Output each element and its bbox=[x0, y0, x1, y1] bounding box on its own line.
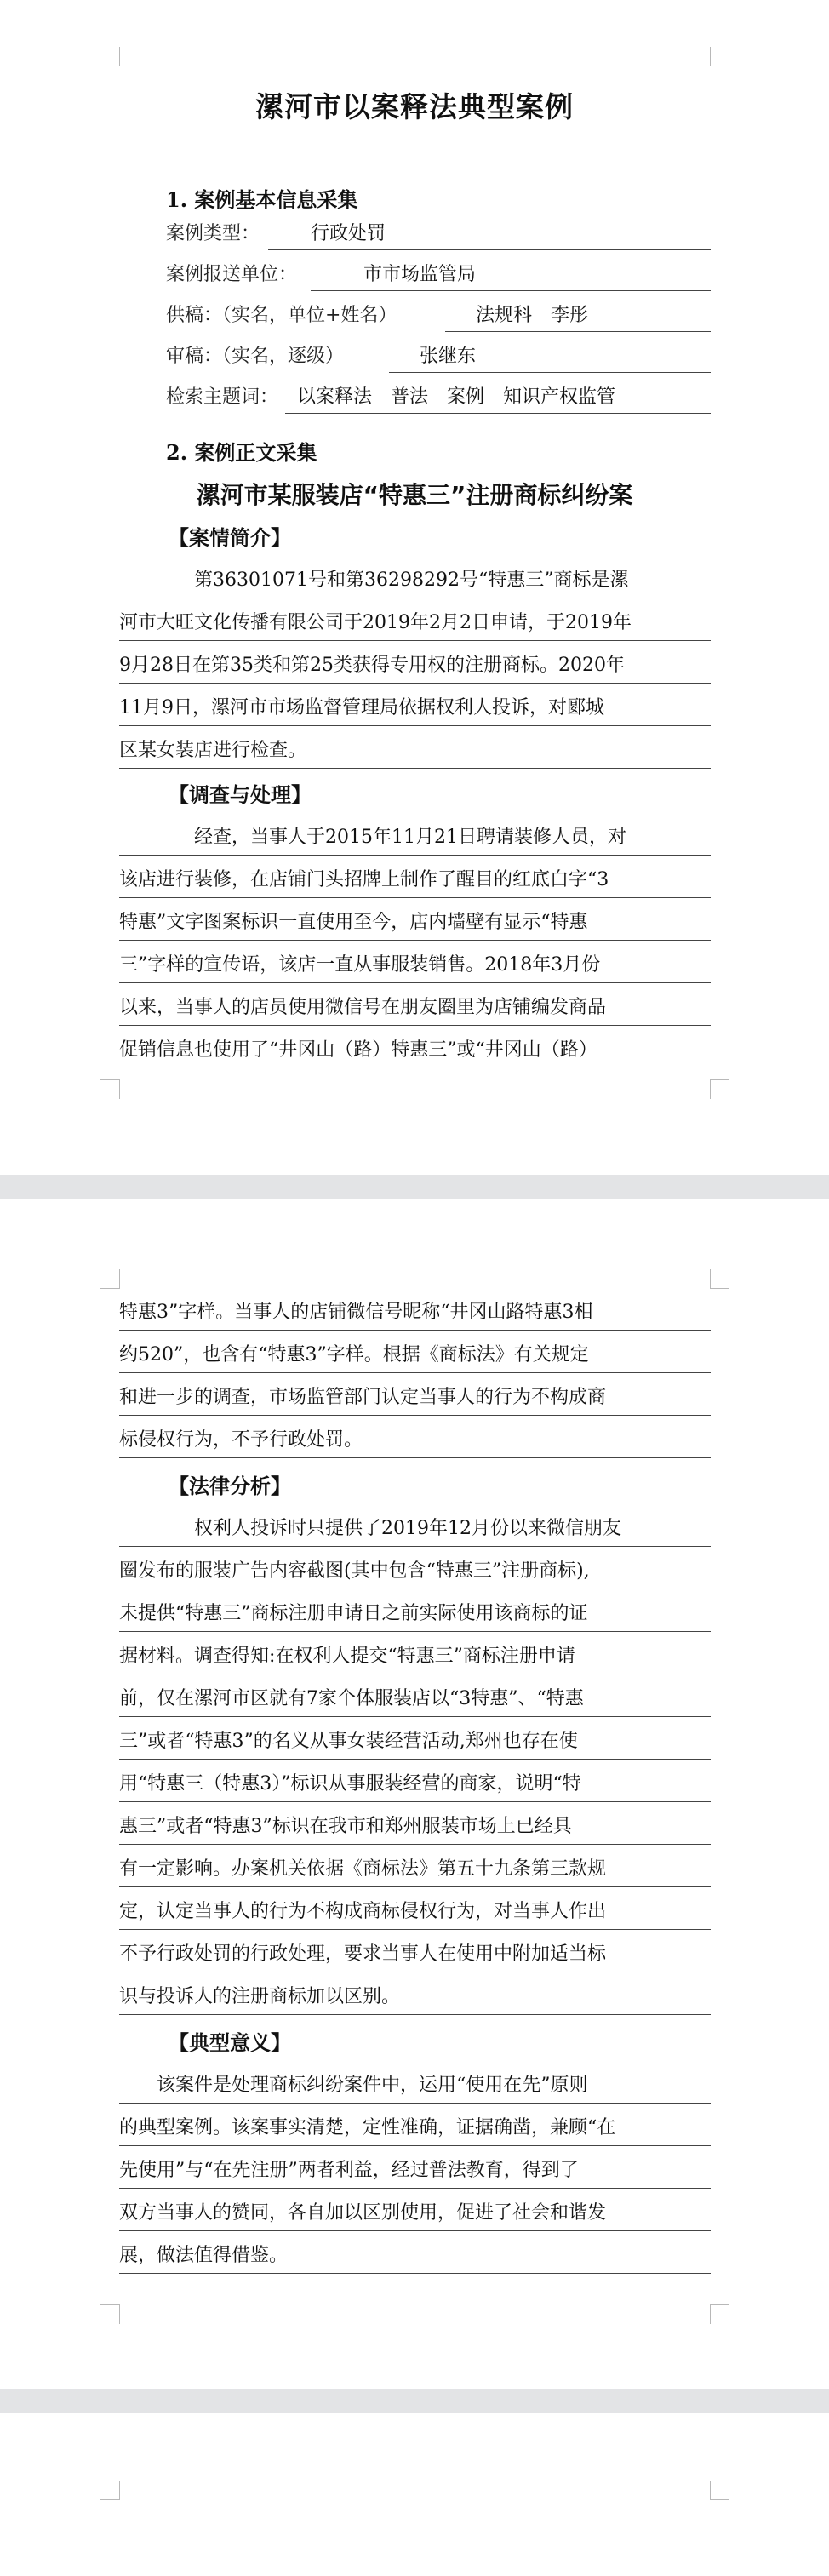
text-line: 该案件是处理商标纠纷案件中，运用“使用在先”原则 bbox=[119, 2060, 711, 2104]
field-label: 案例类型： bbox=[166, 223, 260, 244]
field-value: 行政处罚 bbox=[311, 223, 386, 244]
field-keywords bbox=[166, 383, 711, 414]
text-line: 定，认定当事人的行为不构成商标侵权行为，对当事人作出 bbox=[119, 1886, 711, 1930]
legal-heading: 【法律分析】 bbox=[169, 1474, 291, 1498]
text-line: 三”或者“特惠3”的名义从事女装经营活动,郑州也存在使 bbox=[119, 1716, 711, 1760]
section-1-heading: 1. 案例基本信息采集 bbox=[166, 187, 358, 212]
section-2-heading: 2. 案例正文采集 bbox=[166, 440, 317, 465]
field-case-type bbox=[166, 220, 711, 250]
text-line: 不予行政处罚的行政处理，要求当事人在使用中附加适当标 bbox=[119, 1929, 711, 1972]
field-value: 市市场监管局 bbox=[363, 264, 477, 285]
text-line: 约520”，也含有“特惠3”字样。根据《商标法》有关规定 bbox=[119, 1330, 711, 1373]
investigation-heading: 【调查与处理】 bbox=[169, 782, 312, 807]
crop-mark bbox=[710, 2481, 729, 2500]
text-line: 识与投诉人的注册商标加以区别。 bbox=[119, 1972, 711, 2015]
text-line: 有一定影响。办案机关依据《商标法》第五十九条第三款规 bbox=[119, 1844, 711, 1887]
document-title: 漯河市以案释法典型案例 bbox=[255, 90, 574, 123]
text-line: 11月9日，漯河市市场监督管理局依据权利人投诉，对郾城 bbox=[119, 683, 711, 726]
text-line: 用“特惠三（特惠3）”标识从事服装经营的商家，说明“特 bbox=[119, 1759, 711, 1802]
text-line: 标侵权行为，不予行政处罚。 bbox=[119, 1415, 711, 1458]
text-line: 双方当事人的赞同，各自加以区别使用，促进了社会和谐发 bbox=[119, 2188, 711, 2231]
text-line: 展，做法值得借鉴。 bbox=[119, 2230, 711, 2274]
significance-heading: 【典型意义】 bbox=[169, 2030, 291, 2055]
crop-mark bbox=[100, 2304, 120, 2324]
field-value: 以案释法 普法 案例 知识产权监管 bbox=[297, 386, 616, 408]
text-line: 三”字样的宣传语，该店一直从事服装销售。2018年3月份 bbox=[119, 940, 711, 983]
text-line: 以来，当事人的店员使用微信号在朋友圈里为店铺编发商品 bbox=[119, 982, 711, 1026]
crop-mark bbox=[100, 2481, 120, 2500]
text-line: 该店进行装修，在店铺门头招牌上制作了醒目的红底白字“3 bbox=[119, 855, 711, 898]
text-line: 河市大旺文化传播有限公司于2019年2月2日申请，于2019年 bbox=[119, 598, 711, 641]
field-label: 案例报送单位： bbox=[166, 264, 298, 285]
crop-mark bbox=[710, 47, 729, 66]
page-gap bbox=[0, 2389, 829, 2413]
crop-mark bbox=[100, 47, 120, 66]
text-line: 第36301071号和第36298292号“特惠三”商标是漯 bbox=[119, 555, 711, 598]
text-line: 圈发布的服装广告内容截图(其中包含“特惠三”注册商标), bbox=[119, 1546, 711, 1589]
brief-heading: 【案情简介】 bbox=[169, 525, 291, 550]
text-line: 9月28日在第35类和第25类获得专用权的注册商标。2020年 bbox=[119, 640, 711, 684]
text-line: 先使用”与“在先注册”两者利益，经过普法教育，得到了 bbox=[119, 2145, 711, 2189]
field-reviewer bbox=[166, 342, 711, 373]
text-line: 权利人投诉时只提供了2019年12月份以来微信朋友 bbox=[119, 1503, 711, 1547]
case-title: 漯河市某服装店“特惠三”注册商标纠纷案 bbox=[196, 481, 633, 509]
field-label: 审稿：（实名，逐级） bbox=[166, 346, 345, 367]
text-line: 前，仅在漯河市区就有7家个体服装店以“3特惠”、“特惠 bbox=[119, 1674, 711, 1717]
text-line: 惠三”或者“特惠3”标识在我市和郑州服装市场上已经具 bbox=[119, 1801, 711, 1845]
crop-mark bbox=[710, 1269, 729, 1289]
field-label: 供稿：（实名，单位+姓名） bbox=[166, 305, 397, 326]
text-line: 特惠”文字图案标识一直使用至今，店内墙壁有显示“特惠 bbox=[119, 897, 711, 941]
text-line: 未提供“特惠三”商标注册申请日之前实际使用该商标的证 bbox=[119, 1589, 711, 1632]
text-line: 据材料。调查得知:在权利人提交“特惠三”商标注册申请 bbox=[119, 1631, 711, 1674]
crop-mark bbox=[710, 1079, 729, 1099]
text-line: 和进一步的调查，市场监管部门认定当事人的行为不构成商 bbox=[119, 1372, 711, 1416]
crop-mark bbox=[710, 2304, 729, 2324]
field-label: 检索主题词： bbox=[166, 386, 279, 408]
page-gap bbox=[0, 1175, 829, 1199]
text-line: 促销信息也使用了“井冈山（路）特惠三”或“井冈山（路） bbox=[119, 1025, 711, 1068]
document-page-3 bbox=[0, 2413, 829, 2576]
text-line: 区某女装店进行检查。 bbox=[119, 725, 711, 769]
field-value: 法规科 李彤 bbox=[476, 305, 589, 326]
field-reporting-unit bbox=[166, 260, 711, 291]
text-line: 的典型案例。该案事实清楚，定性准确，证据确凿，兼顾“在 bbox=[119, 2103, 711, 2146]
field-value: 张继东 bbox=[420, 346, 477, 367]
text-line: 特惠3”字样。当事人的店铺微信号昵称“井冈山路特惠3相 bbox=[119, 1287, 711, 1331]
crop-mark bbox=[100, 1079, 120, 1099]
crop-mark bbox=[100, 1269, 120, 1289]
text-line: 经查，当事人于2015年11月21日聘请装修人员，对 bbox=[119, 812, 711, 856]
field-contributor bbox=[166, 301, 711, 332]
